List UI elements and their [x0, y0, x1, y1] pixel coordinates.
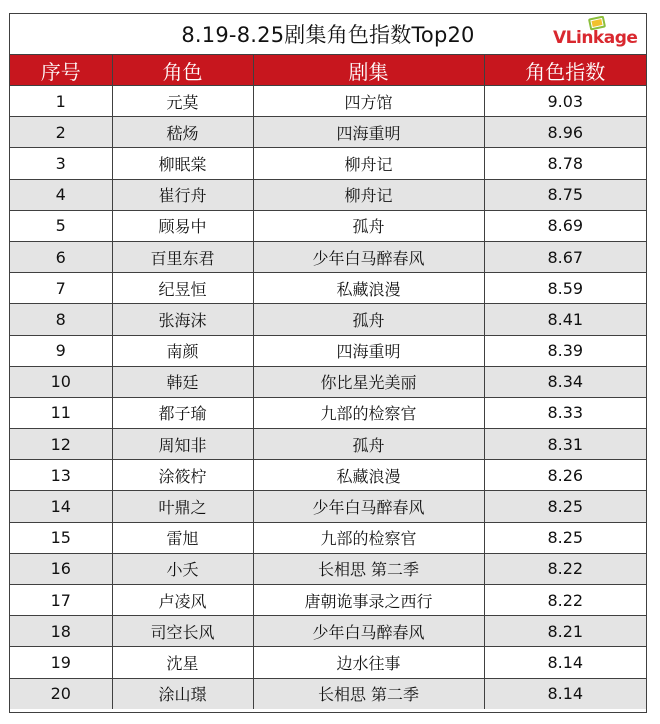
cell-rank: 17 [10, 585, 112, 616]
cell-index: 8.31 [484, 429, 646, 460]
cell-rank: 5 [10, 210, 112, 241]
table-row [10, 273, 646, 304]
cell-character: 卢凌风 [112, 585, 253, 616]
table-header-row [10, 55, 646, 86]
cell-rank: 16 [10, 553, 112, 584]
cell-drama: 少年白马醉春风 [253, 491, 484, 522]
cell-character: 百里东君 [112, 241, 253, 272]
ranking-table-frame [9, 13, 647, 713]
cell-rank: 8 [10, 304, 112, 335]
cell-rank: 9 [10, 335, 112, 366]
cell-rank: 6 [10, 241, 112, 272]
table-row [10, 460, 646, 491]
cell-rank: 4 [10, 179, 112, 210]
header-index: 角色指数 [484, 55, 646, 86]
cell-drama: 长相思 第二季 [253, 678, 484, 709]
cell-rank: 15 [10, 522, 112, 553]
cell-character: 雷旭 [112, 522, 253, 553]
cell-index: 8.69 [484, 210, 646, 241]
table-row [10, 397, 646, 428]
cell-drama: 孤舟 [253, 304, 484, 335]
table-row [10, 241, 646, 272]
table-row [10, 366, 646, 397]
cell-index: 8.14 [484, 678, 646, 709]
cell-drama: 四海重明 [253, 335, 484, 366]
table-row [10, 585, 646, 616]
cell-rank: 20 [10, 678, 112, 709]
cell-character: 沈星 [112, 647, 253, 678]
cell-drama: 柳舟记 [253, 148, 484, 179]
table-row [10, 678, 646, 709]
cell-character: 叶鼎之 [112, 491, 253, 522]
vlinkage-logo [551, 16, 646, 52]
table-row [10, 148, 646, 179]
cell-character: 周知非 [112, 429, 253, 460]
ranking-table [10, 55, 646, 709]
cell-index: 8.22 [484, 553, 646, 584]
table-row [10, 86, 646, 117]
title-row [10, 14, 646, 55]
table-row [10, 647, 646, 678]
cell-character: 崔行舟 [112, 179, 253, 210]
cell-index: 8.41 [484, 304, 646, 335]
cell-index: 8.59 [484, 273, 646, 304]
cell-index: 9.03 [484, 86, 646, 117]
cell-index: 8.34 [484, 366, 646, 397]
cell-drama: 你比星光美丽 [253, 366, 484, 397]
header-character: 角色 [112, 55, 253, 86]
cell-index: 8.33 [484, 397, 646, 428]
header-drama: 剧集 [253, 55, 484, 86]
cell-rank: 12 [10, 429, 112, 460]
table-row [10, 616, 646, 647]
logo-text: VLinkage [553, 28, 638, 48]
cell-rank: 10 [10, 366, 112, 397]
cell-character: 涂筱柠 [112, 460, 253, 491]
cell-rank: 3 [10, 148, 112, 179]
cell-index: 8.25 [484, 491, 646, 522]
cell-rank: 19 [10, 647, 112, 678]
cell-rank: 2 [10, 117, 112, 148]
cell-drama: 私藏浪漫 [253, 273, 484, 304]
cell-index: 8.67 [484, 241, 646, 272]
cell-drama: 柳舟记 [253, 179, 484, 210]
cell-character: 涂山璟 [112, 678, 253, 709]
cell-index: 8.21 [484, 616, 646, 647]
cell-drama: 长相思 第二季 [253, 553, 484, 584]
cell-rank: 14 [10, 491, 112, 522]
cell-character: 元莫 [112, 86, 253, 117]
cell-drama: 唐朝诡事录之西行 [253, 585, 484, 616]
cell-index: 8.75 [484, 179, 646, 210]
cell-character: 都子瑜 [112, 397, 253, 428]
cell-index: 8.26 [484, 460, 646, 491]
cell-character: 小夭 [112, 553, 253, 584]
cell-rank: 13 [10, 460, 112, 491]
cell-rank: 1 [10, 86, 112, 117]
cell-character: 南颜 [112, 335, 253, 366]
cell-index: 8.39 [484, 335, 646, 366]
cell-drama: 四海重明 [253, 117, 484, 148]
cell-character: 柳眠棠 [112, 148, 253, 179]
cell-drama: 私藏浪漫 [253, 460, 484, 491]
cell-drama: 孤舟 [253, 429, 484, 460]
cell-index: 8.25 [484, 522, 646, 553]
cell-index: 8.78 [484, 148, 646, 179]
cell-drama: 边水往事 [253, 647, 484, 678]
cell-drama: 九部的检察官 [253, 522, 484, 553]
cell-character: 韩廷 [112, 366, 253, 397]
table-row [10, 522, 646, 553]
table-row [10, 117, 646, 148]
cell-character: 张海沫 [112, 304, 253, 335]
table-row [10, 491, 646, 522]
cell-character: 嵇炀 [112, 117, 253, 148]
table-row [10, 429, 646, 460]
table-row [10, 304, 646, 335]
cell-character: 司空长风 [112, 616, 253, 647]
table-row [10, 553, 646, 584]
cell-index: 8.14 [484, 647, 646, 678]
cell-index: 8.96 [484, 117, 646, 148]
table-title: 8.19-8.25剧集角色指数Top20 [181, 23, 475, 47]
cell-index: 8.22 [484, 585, 646, 616]
cell-character: 顾易中 [112, 210, 253, 241]
table-row [10, 179, 646, 210]
cell-drama: 少年白马醉春风 [253, 241, 484, 272]
cell-character: 纪昱恒 [112, 273, 253, 304]
cell-drama: 孤舟 [253, 210, 484, 241]
cell-rank: 18 [10, 616, 112, 647]
table-body [10, 86, 646, 709]
cell-rank: 11 [10, 397, 112, 428]
table-row [10, 210, 646, 241]
table-row [10, 335, 646, 366]
cell-drama: 少年白马醉春风 [253, 616, 484, 647]
cell-drama: 四方馆 [253, 86, 484, 117]
cell-rank: 7 [10, 273, 112, 304]
header-rank: 序号 [10, 55, 112, 86]
cell-drama: 九部的检察官 [253, 397, 484, 428]
